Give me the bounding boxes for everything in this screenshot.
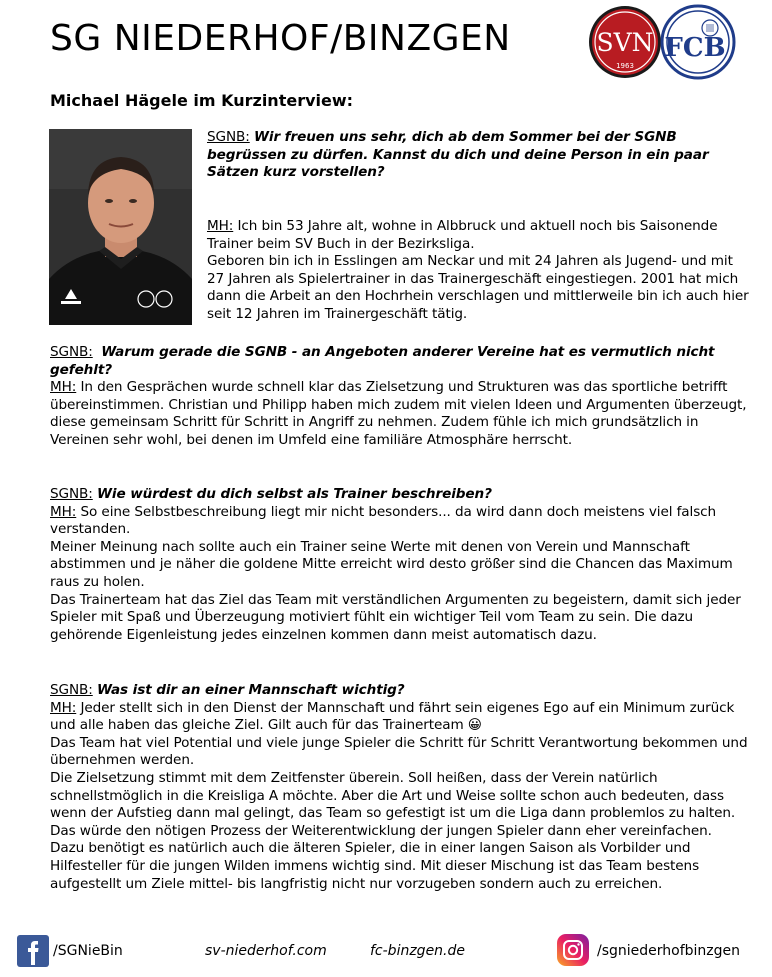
fcb-logo bbox=[662, 6, 734, 78]
footer bbox=[0, 930, 772, 970]
answer-paragraph: Das Trainerteam hat das Ziel das Team mit verständlichen Argumenten zu begeistern, damit sich jeder Spieler mit Spaß und Überzeugung motiviert fühlt ein wichtiger Teil vom Team zu sein. Die dazu gehörende Eigenleistung jedes einzelnen kommen dann meist automatisch dazu. bbox=[50, 591, 741, 643]
question-text: Wir freuen uns sehr, dich ab dem Sommer bei der SGNB begrüssen zu dürfen. Kannst du dich und deine Person in ein paar Sätzen kurz vorstellen? bbox=[207, 129, 709, 181]
answer-label: MH: bbox=[50, 503, 77, 520]
coach-photo bbox=[49, 129, 192, 325]
answer-paragraph: Geboren bin ich in Esslingen am Neckar und mit 24 Jahren als Jugend- und mit 27 Jahren als Spielertrainer in das Trainergeschäft eingestiegen. 2001 hat mich dann die Arbeit an den Hochrhein verschlagen und mittlerweile bin ich auch hier seit 12 Jahren im Trainergeschäft tätig. bbox=[207, 253, 749, 322]
svn-logo bbox=[589, 6, 661, 78]
instagram-handle-link[interactable]: /sgniederhofbinzgen bbox=[597, 943, 741, 959]
interview-subtitle: Michael Hägele im Kurzinterview: bbox=[50, 91, 354, 110]
answer-paragraph: Das Team hat viel Potential und viele junge Spieler die Schritt für Schritt Verantwortung bekommen und übernehmen werden. bbox=[50, 734, 748, 769]
answer-label: MH: bbox=[50, 379, 77, 396]
coach-photo-svg bbox=[49, 129, 192, 325]
question-label: SGNB: bbox=[50, 486, 93, 502]
answer-paragraph: So eine Selbstbeschreibung liegt mir nicht besonders... da wird dann doch meistens viel falsch verstanden. bbox=[50, 503, 717, 538]
interview-question-1 bbox=[207, 129, 747, 182]
interview-block-2 bbox=[50, 344, 750, 450]
fcb-logo-text: FCB bbox=[664, 33, 726, 63]
club-logos bbox=[588, 4, 738, 80]
answer-label: MH: bbox=[50, 699, 77, 716]
question-label: SGNB: bbox=[207, 129, 250, 145]
answer-paragraph: Meiner Meinung nach sollte auch ein Trainer seine Werte mit denen von Verein und Mannschaft abstimmen und je näher die goldene Mitte erreicht wird desto größer sind die Chancen das Maximum raus zu holen. bbox=[50, 538, 733, 590]
question-label: SGNB: bbox=[50, 344, 93, 360]
interview-answer-1 bbox=[207, 218, 752, 324]
question-text: Warum gerade die SGNB - an Angeboten anderer Vereine hat es vermutlich nicht gefehlt? bbox=[50, 344, 715, 378]
question-label: SGNB: bbox=[50, 682, 93, 698]
answer-paragraph: Jeder stellt sich in den Dienst der Mannschaft und fährt sein eigenes Ego auf ein Minimum zurück und alle haben das gleiche Ziel. Gilt auch für das Trainerteam 😀 bbox=[50, 699, 735, 734]
logos-svg bbox=[588, 4, 738, 80]
page-title: SG NIEDERHOF/BINZGEN bbox=[50, 18, 511, 59]
question-text: Wie würdest du dich selbst als Trainer beschreiben? bbox=[96, 486, 492, 502]
instagram-icon[interactable] bbox=[557, 934, 589, 966]
answer-paragraph: In den Gesprächen wurde schnell klar das Zielsetzung und Strukturen was das sportliche betrifft übereinstimmen. Christian und Philipp haben mich zudem mit vielen Ideen und Argumenten überzeugt, diese gemeinsam Schritt für Schritt in Angriff zu nehmen. Zudem fühle ich mich grundsätzlich in Vereinen sehr wohl, bei denen im Umfeld eine familiäre Atmosphäre herrscht. bbox=[50, 379, 747, 448]
fc-binzgen-link[interactable]: fc-binzgen.de bbox=[370, 943, 465, 959]
sv-niederhof-link[interactable]: sv-niederhof.com bbox=[205, 943, 327, 959]
interview-block-4 bbox=[50, 682, 750, 893]
svn-logo-text: SVN bbox=[596, 28, 654, 57]
facebook-handle-link[interactable]: /SGNieBin bbox=[53, 943, 123, 959]
facebook-icon[interactable] bbox=[17, 935, 49, 967]
answer-paragraph: Die Zielsetzung stimmt mit dem Zeitfenster überein. Soll heißen, dass der Verein natürlich schnellstmöglich in die Kreisliga A möchte. Aber die Art und Weise sollte schon auch bedeuten, dass wenn der Aufstieg dann mal gelingt, das Team so gefestigt ist um die Liga dann problemlos zu halten. Das würde den nötigen Prozess der Weiterentwicklung der jungen Spieler dann eher vereinfachen. Dazu benötigt es natürlich auch die älteren Spieler, die in einer langen Saison als Vorbilder und Hilfesteller für die jungen Wilden immens wichtig sind. Mit dieser Mischung ist das Team bestens aufgestellt um Ziele mittel- bis langfristig nicht nur vorzugeben sondern auch zu erreichen. bbox=[50, 769, 736, 892]
svn-logo-year: 1963 bbox=[616, 62, 634, 70]
interview-block-3 bbox=[50, 486, 750, 644]
answer-label: MH: bbox=[207, 218, 234, 234]
answer-paragraph: Ich bin 53 Jahre alt, wohne in Albbruck und aktuell noch bis Saisonende Trainer beim SV Buch in der Bezirksliga. bbox=[207, 218, 718, 252]
question-text: Was ist dir an einer Mannschaft wichtig? bbox=[96, 682, 405, 698]
